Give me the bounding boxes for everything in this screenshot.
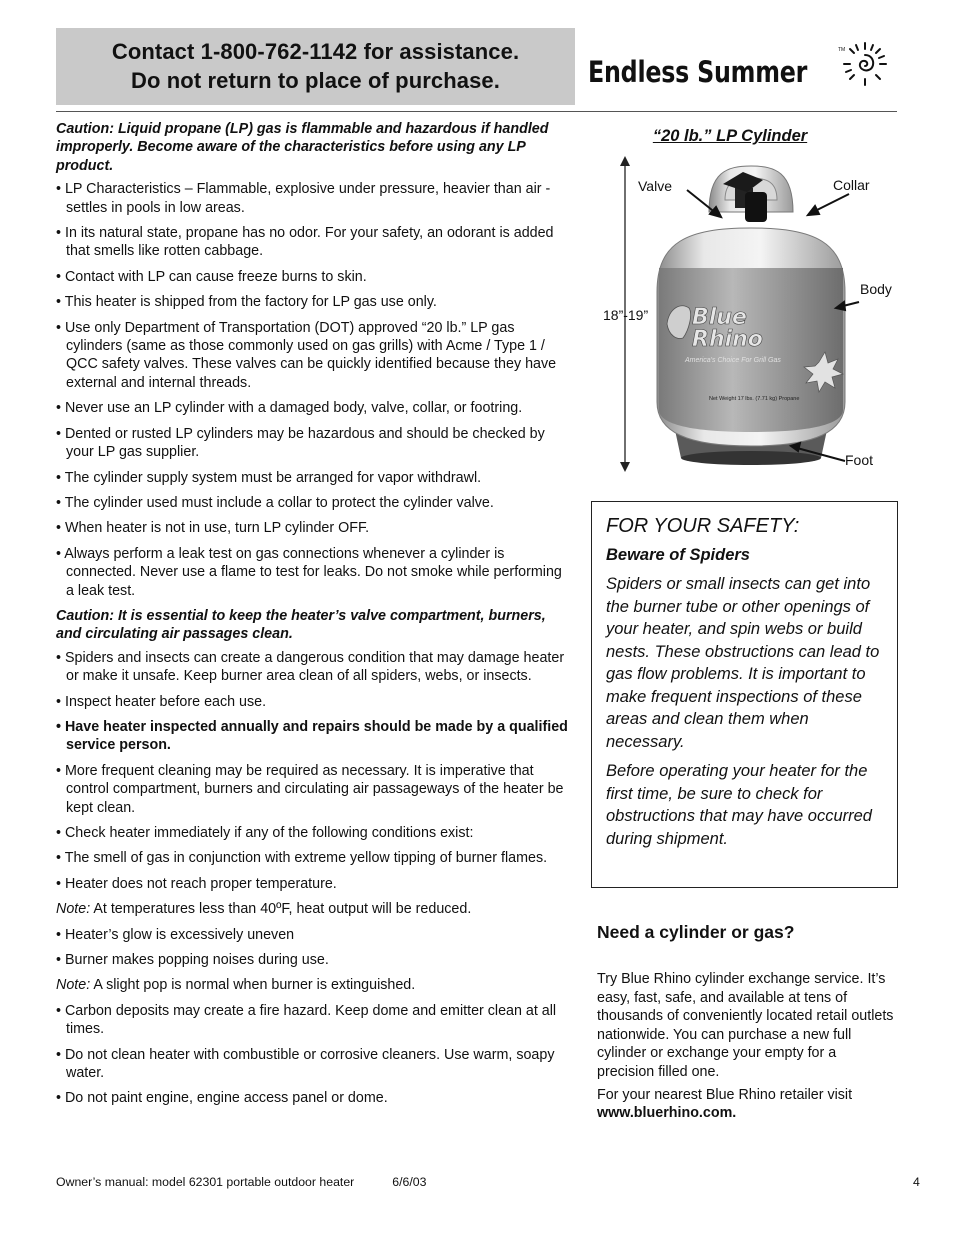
label-foot: Foot xyxy=(845,452,874,468)
list-item: • Heater’s glow is excessively uneven xyxy=(56,926,295,943)
note-pop xyxy=(56,976,572,994)
list-item: • Burner makes popping noises during use. xyxy=(56,952,329,969)
list-item: • Never use an LP cylinder with a damaged body, valve, collar, or footring. xyxy=(56,400,523,417)
list-item: • Carbon deposits may create a fire hazard. Keep dome and emitter clean at all times. xyxy=(56,1002,557,1038)
retailer-text: For your nearest Blue Rhino retailer visit xyxy=(597,1086,853,1103)
safety-title: FOR YOUR SAFETY: xyxy=(606,515,800,537)
need-cylinder-heading: Need a cylinder or gas? xyxy=(597,922,795,942)
list-item: • Always perform a leak test on gas connections whenever a cylinder is connected. Never use a flame to test for leaks. Do not smoke while performing a leak test. xyxy=(56,545,562,599)
sun-logo-icon xyxy=(842,41,888,87)
list-item: • LP Characteristics – Flammable, explosive under pressure, heavier than air - settles in pools in low areas. xyxy=(56,181,551,216)
list-item: • Do not paint engine, engine access panel or dome. xyxy=(56,1090,388,1107)
list-item: • Do not clean heater with combustible or corrosive cleaners. Use warm, soapy water. xyxy=(56,1046,555,1082)
bluerhino-link[interactable]: www.bluerhino.com. xyxy=(597,1105,737,1122)
list-item: • Check heater immediately if any of the following conditions exist: xyxy=(56,825,474,841)
note-text: A slight pop is normal when burner is extinguished. xyxy=(90,977,416,994)
tank-brand-line2: Rhino xyxy=(692,327,763,352)
footer-manual-title: Owner’s manual: model 62301 portable outdoor heater xyxy=(56,1175,355,1189)
tank-weight: Net Weight 17 lbs. (7.71 kg) Propane xyxy=(709,396,800,402)
brand-logo xyxy=(588,47,855,94)
label-collar: Collar xyxy=(833,177,870,193)
list-item: • Inspect heater before each use. xyxy=(56,693,267,710)
list-item: • Spiders and insects can create a dangerous condition that may damage heater or make it unsafe. Keep burner area clean of all spiders, webs, or insects. xyxy=(56,649,565,685)
label-height: 18”-19” xyxy=(603,307,649,323)
note-label: Note: xyxy=(56,901,91,918)
note-label: Note: xyxy=(56,977,91,994)
list-item: • More frequent cleaning may be required as necessary. It is imperative that control compartment, burners and circulating air passageways of the heater be kept clean. xyxy=(56,762,564,816)
contact-line-1: Contact 1-800-762-1142 for assistance. xyxy=(111,39,520,64)
cylinder-figure xyxy=(597,152,897,482)
list-item: • Use only Department of Transportation (DOT) approved “20 lb.” LP gas cylinders (same as those commonly used on gas grills) with Acme / Type 1 / QCC safety valves. These valves can be quickly identified because they have external and internal threads. xyxy=(56,319,557,391)
caution-lp-gas: Caution: Liquid propane (LP) gas is flammable and hazardous if handled improperly. Become aware of the characteristics before using any LP product. xyxy=(56,121,549,174)
note-temperature xyxy=(56,900,572,918)
list-item: • Heater does not reach proper temperature. xyxy=(56,875,337,892)
trademark-mark: TM xyxy=(838,47,846,53)
header-rule xyxy=(56,111,897,112)
page-footer xyxy=(56,1175,426,1189)
list-item: • Contact with LP can cause freeze burns to skin. xyxy=(56,268,367,285)
note-text: At temperatures less than 40ºF, heat output will be reduced. xyxy=(90,901,472,918)
tank-brand-line1: Blue xyxy=(692,305,747,330)
label-valve: Valve xyxy=(638,178,672,194)
need-paragraph: Try Blue Rhino cylinder exchange service. It’s easy, fast, safe, and available at tens of thousands of conveniently located retail outlets nationwide. You can purchase a new full cylinder or exchange your empty for a precision filled one. xyxy=(597,971,894,1080)
list-item: • When heater is not in use, turn LP cylinder OFF. xyxy=(56,520,370,537)
need-paragraph xyxy=(597,1086,897,1123)
tank-tagline: America's Choice For Grill Gas xyxy=(685,357,781,364)
safety-instructions xyxy=(56,120,572,1115)
footer-date: 6/6/03 xyxy=(392,1175,427,1189)
list-item: • In its natural state, propane has no odor. For your safety, an odorant is added that smells like rotten cabbage. xyxy=(56,225,554,260)
list-item: • The cylinder used must include a collar to protect the cylinder valve. xyxy=(56,494,494,511)
contact-line-2: Do not return to place of purchase. xyxy=(131,68,500,93)
caution-keep-clean: Caution: It is essential to keep the heater’s valve compartment, burners, and circulating air passages clean. xyxy=(56,607,546,643)
list-item: • Dented or rusted LP cylinders may be hazardous and should be checked by your LP gas supplier. xyxy=(56,425,545,461)
list-item: • The cylinder supply system must be arranged for vapor withdrawl. xyxy=(56,469,482,486)
list-item: • Have heater inspected annually and repairs should be made by a qualified service person. xyxy=(56,718,568,754)
label-body: Body xyxy=(860,281,892,297)
list-item: • The smell of gas in conjunction with extreme yellow tipping of burner flames. xyxy=(56,850,548,867)
contact-banner xyxy=(56,28,575,105)
brand-name: Endless Summer xyxy=(588,55,808,89)
need-cylinder-body xyxy=(597,970,897,1127)
safety-callout xyxy=(591,501,898,888)
list-item: • This heater is shipped from the factory for LP gas use only. xyxy=(56,294,437,311)
safety-paragraph: Spiders or small insects can get into the burner tube or other openings of your heater, and spin webs or build nests. These obstructions can lead to gas flow problems. It is important to make frequent inspections of these areas and clean them when necessary. xyxy=(606,575,880,751)
cylinder-figure-title: “20 lb.” LP Cylinder xyxy=(652,127,808,145)
page-number: 4 xyxy=(913,1175,920,1189)
safety-paragraph: Before operating your heater for the first time, be sure to check for obstructions that may have occurred during shipment. xyxy=(606,762,872,848)
safety-subtitle: Beware of Spiders xyxy=(606,546,750,564)
